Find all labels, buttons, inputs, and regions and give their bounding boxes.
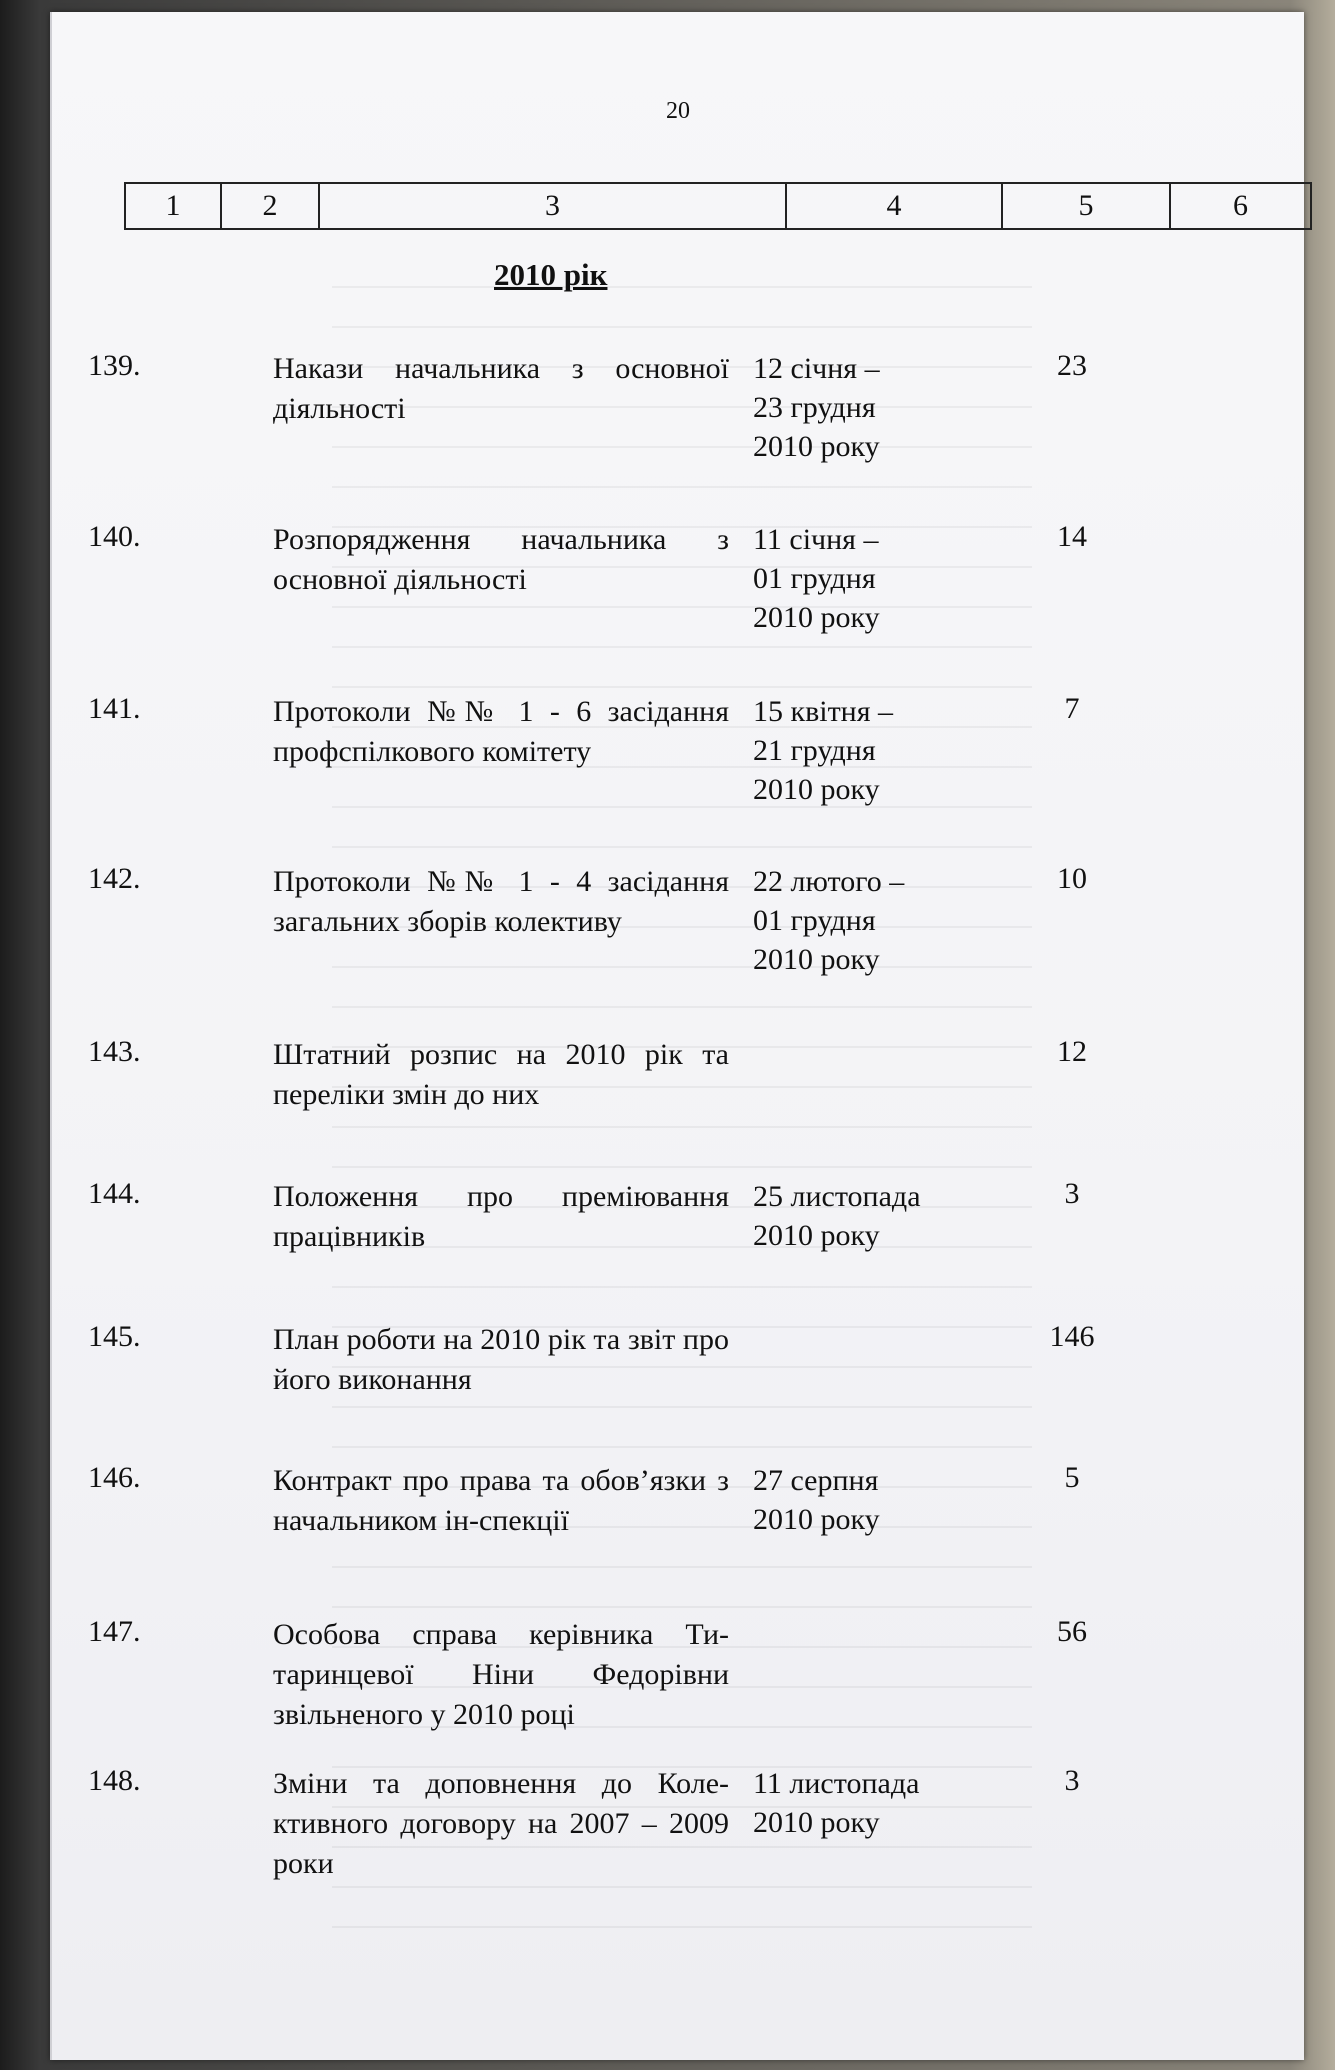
section-title: 2010 рік xyxy=(494,257,608,292)
entry-title: Положення про преміювання працівників xyxy=(273,1180,729,1253)
entry-pages: 56 xyxy=(1057,1615,1087,1648)
entry-number: 143. xyxy=(88,1035,141,1068)
entry-pages: 10 xyxy=(1057,862,1087,895)
entry-number: 146. xyxy=(88,1461,141,1494)
entry-pages: 12 xyxy=(1057,1035,1087,1068)
entry-number: 140. xyxy=(88,520,141,553)
entry-dates: 11 січня – 01 грудня 2010 року xyxy=(753,523,880,634)
entry-dates: 12 січня – 23 грудня 2010 року xyxy=(753,352,880,463)
entry-title: Контракт про права та обов’язки з начальником ін-спекції xyxy=(273,1464,729,1537)
column-header: 6 xyxy=(1170,183,1311,229)
entry-title: Протоколи №№ 1 - 6 засідання профспілкового комітету xyxy=(273,695,729,768)
entry-dates: 27 серпня 2010 року xyxy=(753,1464,880,1536)
entry-number: 145. xyxy=(88,1320,141,1353)
column-header: 1 xyxy=(125,183,221,229)
entry-number: 147. xyxy=(88,1615,141,1648)
entry-title: План роботи на 2010 рік та звіт про його виконання xyxy=(273,1323,729,1396)
entry-pages: 146 xyxy=(1049,1320,1095,1353)
column-header: 3 xyxy=(319,183,786,229)
entry-number: 148. xyxy=(88,1764,141,1797)
column-header: 4 xyxy=(786,183,1002,229)
entry-title: Розпорядження начальника з основної діяльності xyxy=(273,523,729,596)
entry-title: Протоколи №№ 1 - 4 засідання загальних зборів колективу xyxy=(273,865,729,938)
entry-pages: 3 xyxy=(1064,1764,1080,1797)
entry-dates: 25 листопада 2010 року xyxy=(753,1180,921,1252)
entry-dates: 15 квітня – 21 грудня 2010 року xyxy=(753,695,894,806)
entry-title: Особова справа керівника Ти-таринцевої Ніни Федорівни звільненого у 2010 році xyxy=(273,1618,729,1731)
entry-pages: 14 xyxy=(1057,520,1087,553)
entry-title: Накази начальника з основної діяльності xyxy=(273,352,729,425)
entry-dates: 11 листопада 2010 року xyxy=(753,1767,920,1839)
column-header: 2 xyxy=(221,183,319,229)
entry-pages: 3 xyxy=(1064,1177,1080,1210)
entry-title: Зміни та доповнення до Коле-ктивного договору на 2007 – 2009 роки xyxy=(273,1767,729,1880)
entry-number: 142. xyxy=(88,862,141,895)
entry-number: 141. xyxy=(88,692,141,725)
document-page xyxy=(50,12,1304,2060)
entry-pages: 5 xyxy=(1064,1461,1080,1494)
entry-number: 144. xyxy=(88,1177,141,1210)
entry-pages: 7 xyxy=(1064,692,1080,725)
entry-number: 139. xyxy=(88,349,141,382)
entry-title: Штатний розпис на 2010 рік та переліки змін до них xyxy=(273,1038,729,1111)
column-header: 5 xyxy=(1002,183,1170,229)
entry-pages: 23 xyxy=(1057,349,1087,382)
column-header-row xyxy=(124,182,1312,230)
entry-dates: 22 лютого – 01 грудня 2010 року xyxy=(753,865,905,976)
page-number: 20 xyxy=(666,98,690,124)
